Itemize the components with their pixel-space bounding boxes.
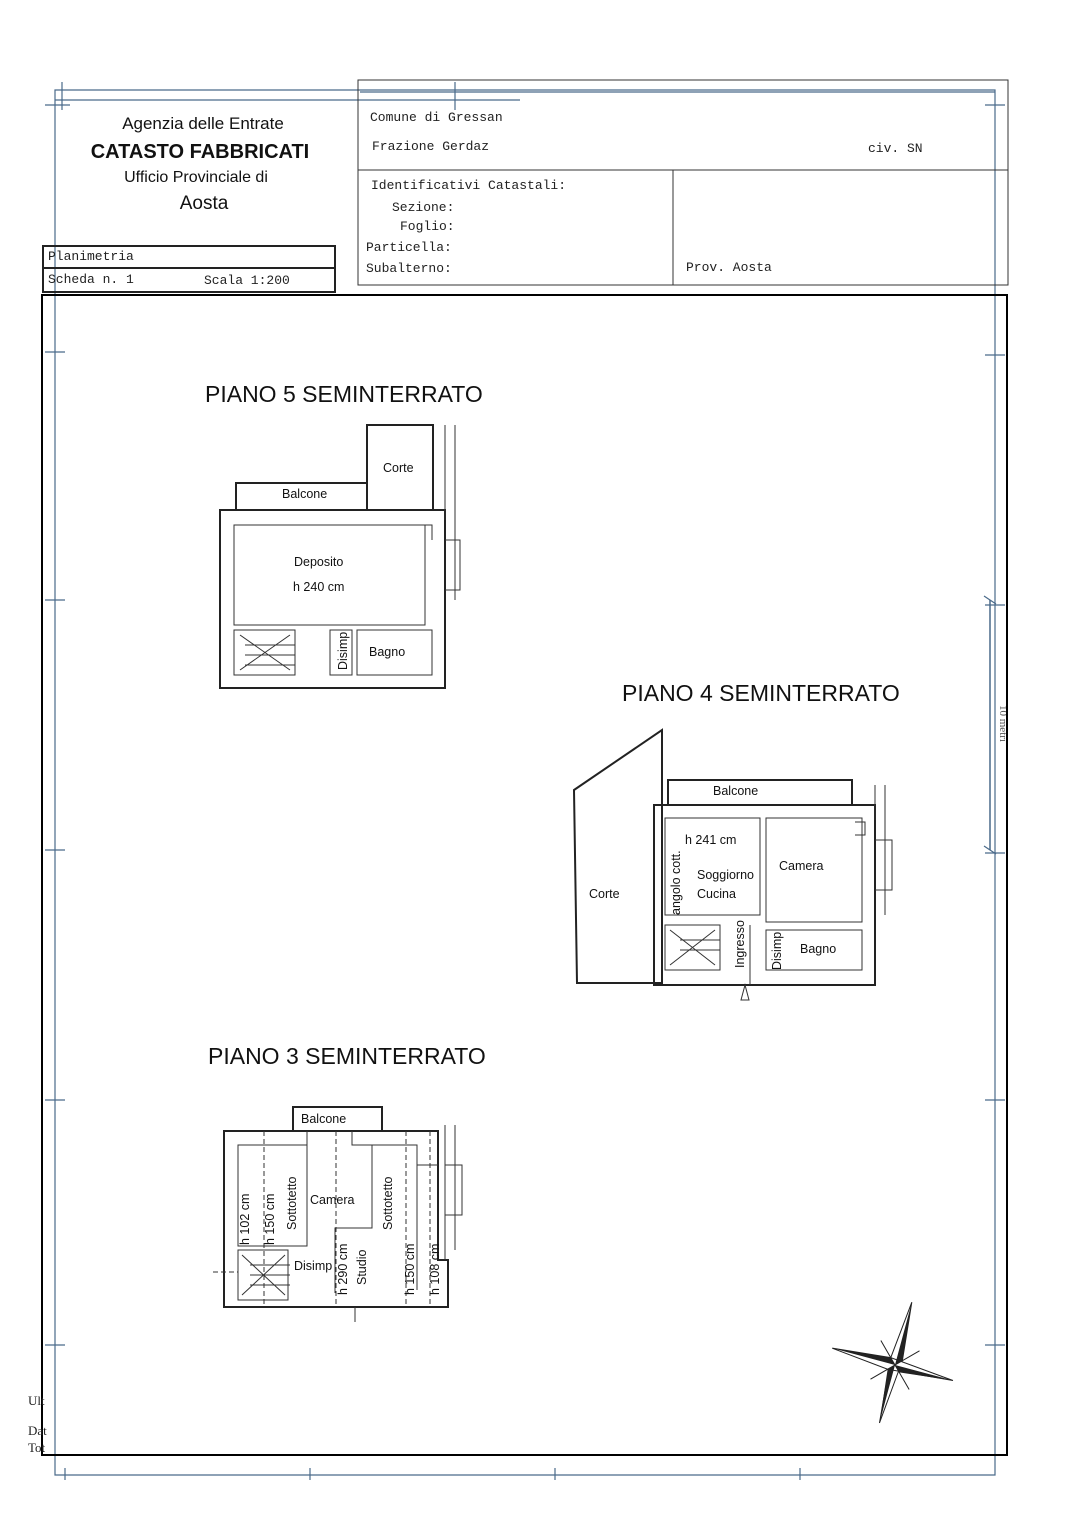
room-bagno-p5: Bagno <box>369 645 406 659</box>
height-150a-p3: h 150 cm <box>263 1193 277 1245</box>
room-balcone-p4: Balcone <box>713 784 759 798</box>
scheda-label: Scheda n. 1 <box>48 272 134 287</box>
provincia: Prov. Aosta <box>686 260 772 275</box>
room-balcone-p5: Balcone <box>282 487 328 501</box>
footer-line-1: Ult <box>28 1393 45 1408</box>
frazione: Frazione Gerdaz <box>372 139 490 154</box>
room-soggiorno-p4: Soggiorno <box>697 868 754 882</box>
floor-title-p3: PIANO 3 SEMINTERRATO <box>208 1043 486 1069</box>
footer-line-3: Tot <box>28 1440 46 1455</box>
scala-label: Scala 1:200 <box>204 273 290 288</box>
room-disimp-p4: Disimp <box>770 931 784 970</box>
floor-title-p4: PIANO 4 SEMINTERRATO <box>622 680 900 706</box>
particella-label: Particella: <box>366 240 452 255</box>
room-cucina-p4: Cucina <box>697 887 736 901</box>
height-290-p3: h 290 cm <box>336 1243 350 1295</box>
room-sottotetto1-p3: Sottotetto <box>285 1176 299 1230</box>
height-150b-p3: h 150 cm <box>403 1243 417 1295</box>
agency-name: Agenzia delle Entrate <box>122 114 284 133</box>
room-studio-p3: Studio <box>355 1249 369 1285</box>
room-corte-p5: Corte <box>383 461 414 475</box>
office-label: Ufficio Provinciale di <box>124 169 268 186</box>
comune: Comune di Gressan <box>370 110 503 125</box>
room-camera-p3: Camera <box>310 1193 355 1207</box>
height-102-p3: h 102 cm <box>238 1193 252 1245</box>
height-p5: h 240 cm <box>293 580 345 594</box>
footer-line-2: Dat <box>28 1423 47 1438</box>
room-sottotetto2-p3: Sottotetto <box>381 1176 395 1230</box>
height-108-p3: h 108 cm <box>428 1243 442 1295</box>
room-corte-p4: Corte <box>589 887 620 901</box>
room-ingresso-p4: Ingresso <box>733 920 747 968</box>
subalterno-label: Subalterno: <box>366 261 452 276</box>
floor-title-p5: PIANO 5 SEMINTERRATO <box>205 381 483 407</box>
header-block <box>42 80 1008 1455</box>
room-angolo-cottura-p4: angolo cott. <box>669 850 683 915</box>
foglio-label: Foglio: <box>400 219 455 234</box>
office-city: Aosta <box>179 193 229 214</box>
height-p4: h 241 cm <box>685 833 737 847</box>
sezione-label: Sezione: <box>392 200 455 215</box>
room-disimp-p3: Disimp <box>294 1259 333 1273</box>
room-balcone-p3: Balcone <box>301 1112 347 1126</box>
room-deposito-p5: Deposito <box>294 555 344 569</box>
planimetria-label: Planimetria <box>48 249 134 264</box>
room-camera-p4: Camera <box>779 859 824 873</box>
identificativi-label: Identificativi Catastali: <box>371 178 567 193</box>
civico: civ. SN <box>868 141 923 156</box>
north-compass-icon <box>817 1285 970 1438</box>
catasto-title: CATASTO FABBRICATI <box>90 141 310 163</box>
room-bagno-p4: Bagno <box>800 942 837 956</box>
room-disimp-p5: Disimp <box>336 631 350 670</box>
scale-bar-label: 10 metri <box>997 705 1009 742</box>
